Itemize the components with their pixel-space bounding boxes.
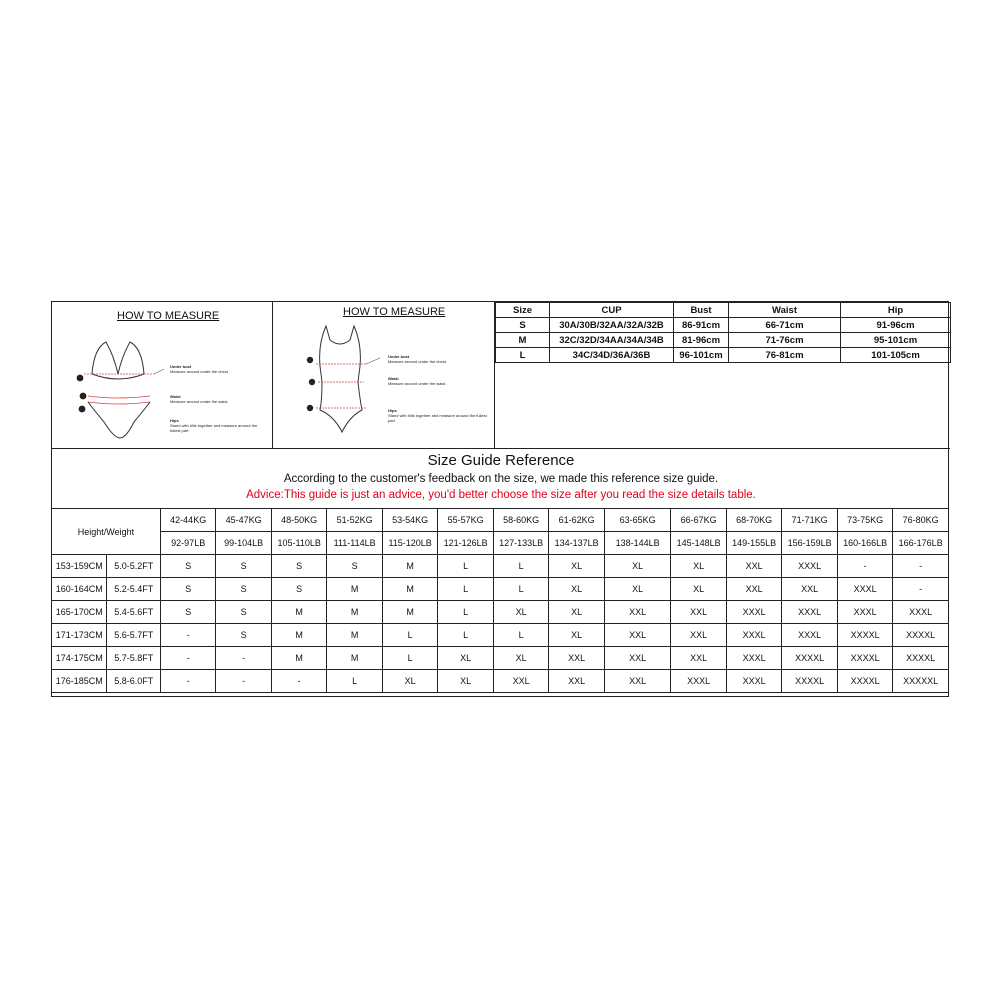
size-cell: XL bbox=[604, 578, 671, 601]
size-cell: - bbox=[216, 647, 271, 670]
size-cell: L bbox=[382, 647, 437, 670]
size-cell: XL bbox=[549, 624, 604, 647]
size-cell: M bbox=[327, 647, 382, 670]
onepiece-step-2: Waist Measure around under the waist. bbox=[388, 376, 447, 386]
spec-cell: 34C/34D/36A/36B bbox=[550, 348, 674, 363]
weight-kg-header: 45-47KG bbox=[216, 509, 271, 532]
onepiece-step-1: Under bust Measure around under the chest. bbox=[388, 354, 447, 364]
size-cell: - bbox=[160, 624, 215, 647]
size-cell: S bbox=[160, 601, 215, 624]
size-cell: XXL bbox=[604, 624, 671, 647]
size-cell: S bbox=[216, 601, 271, 624]
size-cell: M bbox=[327, 578, 382, 601]
size-cell: XL bbox=[438, 670, 493, 693]
measure-title-bikini: HOW TO MEASURE bbox=[117, 310, 220, 322]
weight-kg-header: 58-60KG bbox=[493, 509, 548, 532]
spec-cell: 71-76cm bbox=[729, 333, 841, 348]
size-cell: S bbox=[160, 578, 215, 601]
spec-cell: 81-96cm bbox=[674, 333, 729, 348]
spec-cell: 30A/30B/32AA/32A/32B bbox=[550, 318, 674, 333]
divider-horizontal bbox=[52, 448, 950, 449]
height-cm-cell: 160-164CM bbox=[52, 578, 107, 601]
height-weight-corner: Height/Weight bbox=[52, 509, 161, 555]
weight-lb-header: 145-148LB bbox=[671, 532, 726, 555]
size-cell: M bbox=[327, 624, 382, 647]
height-row bbox=[52, 555, 949, 578]
weight-kg-header: 63-65KG bbox=[604, 509, 671, 532]
height-ft-cell: 5.6-5.7FT bbox=[107, 624, 160, 647]
size-cell: XXXXL bbox=[782, 670, 837, 693]
weight-lb-header: 134-137LB bbox=[549, 532, 604, 555]
size-cell: XXXL bbox=[726, 601, 781, 624]
size-cell: XXL bbox=[549, 647, 604, 670]
spec-row bbox=[496, 348, 951, 363]
size-cell: - bbox=[893, 555, 949, 578]
weight-kg-header: 53-54KG bbox=[382, 509, 437, 532]
size-cell: L bbox=[493, 578, 548, 601]
size-cell: XL bbox=[671, 555, 726, 578]
size-cell: XXXXL bbox=[782, 647, 837, 670]
size-cell: XXL bbox=[549, 670, 604, 693]
height-row bbox=[52, 647, 949, 670]
size-cell: L bbox=[493, 555, 548, 578]
size-cell: L bbox=[438, 578, 493, 601]
height-row bbox=[52, 578, 949, 601]
size-cell: - bbox=[837, 555, 892, 578]
size-cell: XXL bbox=[604, 670, 671, 693]
size-cell: XXXXL bbox=[893, 624, 949, 647]
bikini-step-1: Under bust Measure around under the chest. bbox=[170, 364, 229, 374]
size-cell: XL bbox=[382, 670, 437, 693]
size-cell: XXXL bbox=[726, 624, 781, 647]
weight-kg-header: 61-62KG bbox=[549, 509, 604, 532]
size-cell: XL bbox=[549, 578, 604, 601]
weight-lb-header: 149-155LB bbox=[726, 532, 781, 555]
weight-lb-header: 92-97LB bbox=[160, 532, 215, 555]
size-cell: XXXL bbox=[726, 647, 781, 670]
size-cell: L bbox=[493, 624, 548, 647]
size-cell: - bbox=[893, 578, 949, 601]
spec-row bbox=[496, 318, 951, 333]
height-ft-cell: 5.4-5.6FT bbox=[107, 601, 160, 624]
weight-kg-row bbox=[52, 509, 949, 532]
size-cell: - bbox=[160, 647, 215, 670]
divider-left bbox=[272, 302, 273, 449]
spec-cell: 32C/32D/34AA/34A/34B bbox=[550, 333, 674, 348]
height-row bbox=[52, 624, 949, 647]
size-cell: XXL bbox=[493, 670, 548, 693]
size-cell: XXXL bbox=[726, 670, 781, 693]
spec-cell: 95-101cm bbox=[841, 333, 951, 348]
height-cm-cell: 165-170CM bbox=[52, 601, 107, 624]
weight-lb-header: 111-114LB bbox=[327, 532, 382, 555]
weight-lb-row bbox=[52, 532, 949, 555]
size-cell: XXXXL bbox=[893, 647, 949, 670]
spec-cell: 91-96cm bbox=[841, 318, 951, 333]
size-cell: L bbox=[382, 624, 437, 647]
size-cell: XXXL bbox=[782, 555, 837, 578]
size-cell: L bbox=[438, 624, 493, 647]
size-cell: XXL bbox=[604, 647, 671, 670]
height-cm-cell: 174-175CM bbox=[52, 647, 107, 670]
height-weight-table bbox=[51, 508, 949, 693]
height-cm-cell: 176-185CM bbox=[52, 670, 107, 693]
spec-header: Hip bbox=[841, 303, 951, 318]
size-cell: S bbox=[271, 578, 326, 601]
weight-kg-header: 48-50KG bbox=[271, 509, 326, 532]
size-cell: XL bbox=[493, 647, 548, 670]
spec-cell: 76-81cm bbox=[729, 348, 841, 363]
size-cell: XXL bbox=[604, 601, 671, 624]
spec-cell: S bbox=[496, 318, 550, 333]
weight-kg-header: 42-44KG bbox=[160, 509, 215, 532]
size-cell: XL bbox=[671, 578, 726, 601]
size-cell: XL bbox=[438, 647, 493, 670]
size-cell: XXL bbox=[726, 555, 781, 578]
spec-cell: 96-101cm bbox=[674, 348, 729, 363]
size-cell: M bbox=[382, 601, 437, 624]
size-cell: M bbox=[271, 601, 326, 624]
spec-cell: 101-105cm bbox=[841, 348, 951, 363]
size-cell: M bbox=[327, 601, 382, 624]
size-cell: L bbox=[327, 670, 382, 693]
size-cell: XXXL bbox=[837, 601, 892, 624]
size-cell: XXL bbox=[782, 578, 837, 601]
size-cell: XL bbox=[549, 555, 604, 578]
size-cell: L bbox=[438, 601, 493, 624]
bikini-illustration bbox=[74, 330, 164, 445]
size-cell: S bbox=[216, 578, 271, 601]
weight-lb-header: 105-110LB bbox=[271, 532, 326, 555]
weight-kg-header: 51-52KG bbox=[327, 509, 382, 532]
bikini-step-3: Hips Stand with hills together and measure around the fullest part bbox=[170, 418, 258, 433]
weight-kg-header: 71-71KG bbox=[782, 509, 837, 532]
size-cell: M bbox=[271, 647, 326, 670]
height-cm-cell: 171-173CM bbox=[52, 624, 107, 647]
size-cell: S bbox=[216, 555, 271, 578]
size-chart-sheet bbox=[51, 301, 949, 697]
size-cell: XXL bbox=[671, 647, 726, 670]
size-cell: XXXL bbox=[837, 578, 892, 601]
size-cell: M bbox=[382, 555, 437, 578]
size-cell: XXXL bbox=[893, 601, 949, 624]
size-cell: - bbox=[216, 670, 271, 693]
weight-kg-header: 55-57KG bbox=[438, 509, 493, 532]
size-cell: XXXXL bbox=[837, 670, 892, 693]
spec-cell: M bbox=[496, 333, 550, 348]
height-ft-cell: 5.2-5.4FT bbox=[107, 578, 160, 601]
height-ft-cell: 5.8-6.0FT bbox=[107, 670, 160, 693]
weight-lb-header: 127-133LB bbox=[493, 532, 548, 555]
size-cell: M bbox=[271, 624, 326, 647]
spec-header: Bust bbox=[674, 303, 729, 318]
size-cell: XXXL bbox=[782, 601, 837, 624]
spec-row bbox=[496, 333, 951, 348]
guide-advice: Advice:This guide is just an advice, you'd better choose the size after you read the size details table. bbox=[246, 489, 756, 501]
size-cell: XL bbox=[549, 601, 604, 624]
weight-kg-header: 76-80KG bbox=[893, 509, 949, 532]
onepiece-step-3: Hips Stand with hills together and measure around the fullest part bbox=[388, 408, 487, 423]
spec-header: Size bbox=[496, 303, 550, 318]
size-cell: XXL bbox=[726, 578, 781, 601]
spec-header: Waist bbox=[729, 303, 841, 318]
size-cell: XL bbox=[604, 555, 671, 578]
size-cell: XXXXL bbox=[837, 624, 892, 647]
bikini-step-2: Waist Measure around under the waist. bbox=[170, 394, 229, 404]
onepiece-illustration bbox=[300, 320, 380, 440]
size-cell: L bbox=[438, 555, 493, 578]
guide-description: According to the customer's feedback on the size, we made this reference size guide. bbox=[283, 473, 719, 485]
weight-kg-header: 73-75KG bbox=[837, 509, 892, 532]
size-cell: S bbox=[327, 555, 382, 578]
weight-kg-header: 68-70KG bbox=[726, 509, 781, 532]
height-row bbox=[52, 601, 949, 624]
guide-title: Size Guide Reference bbox=[427, 452, 575, 469]
weight-kg-header: 66-67KG bbox=[671, 509, 726, 532]
weight-lb-header: 99-104LB bbox=[216, 532, 271, 555]
size-cell: XXL bbox=[671, 601, 726, 624]
weight-lb-header: 138-144LB bbox=[604, 532, 671, 555]
size-cell: - bbox=[160, 670, 215, 693]
spec-header: CUP bbox=[550, 303, 674, 318]
weight-lb-header: 156-159LB bbox=[782, 532, 837, 555]
size-cell: XXXL bbox=[782, 624, 837, 647]
size-cell: - bbox=[271, 670, 326, 693]
weight-lb-header: 115-120LB bbox=[382, 532, 437, 555]
spec-header-row bbox=[496, 303, 951, 318]
size-cell: XXXL bbox=[671, 670, 726, 693]
spec-cell: L bbox=[496, 348, 550, 363]
size-cell: S bbox=[271, 555, 326, 578]
height-ft-cell: 5.7-5.8FT bbox=[107, 647, 160, 670]
height-cm-cell: 153-159CM bbox=[52, 555, 107, 578]
size-cell: XL bbox=[493, 601, 548, 624]
measure-title-onepiece: HOW TO MEASURE bbox=[343, 306, 446, 318]
size-cell: S bbox=[216, 624, 271, 647]
size-cell: XXXXL bbox=[837, 647, 892, 670]
weight-lb-header: 160-166LB bbox=[837, 532, 892, 555]
size-cell: S bbox=[160, 555, 215, 578]
height-row bbox=[52, 670, 949, 693]
spec-cell: 86-91cm bbox=[674, 318, 729, 333]
size-cell: XXL bbox=[671, 624, 726, 647]
weight-lb-header: 166-176LB bbox=[893, 532, 949, 555]
weight-lb-header: 121-126LB bbox=[438, 532, 493, 555]
size-cell: XXXXXL bbox=[893, 670, 949, 693]
height-ft-cell: 5.0-5.2FT bbox=[107, 555, 160, 578]
size-spec-table bbox=[495, 302, 951, 363]
size-cell: M bbox=[382, 578, 437, 601]
spec-cell: 66-71cm bbox=[729, 318, 841, 333]
